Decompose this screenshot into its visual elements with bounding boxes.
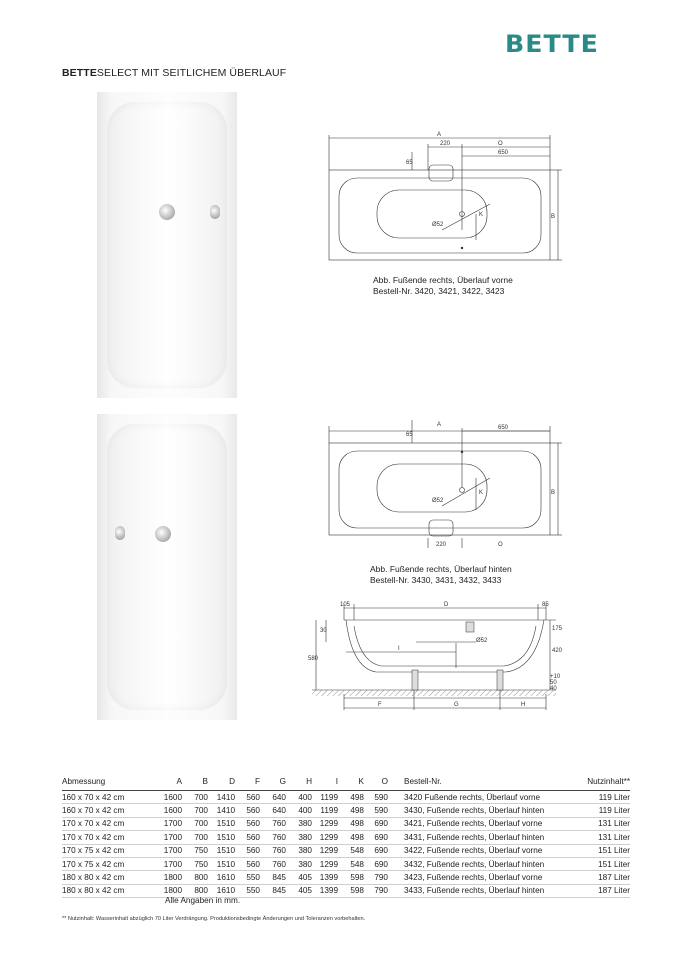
cell: 119 Liter — [569, 804, 630, 817]
cell: 700 — [182, 831, 208, 844]
dim-label-220: 220 — [440, 141, 451, 147]
col-header: F — [235, 775, 260, 791]
cell: 498 — [338, 804, 364, 817]
cell: 1510 — [208, 817, 235, 830]
cell: 1399 — [312, 884, 338, 897]
dim-label-a: A — [437, 422, 442, 428]
dim-label-b: B — [551, 490, 556, 496]
col-header: O — [364, 775, 388, 791]
cell: 380 — [286, 831, 312, 844]
table-row — [62, 804, 630, 817]
dim-label-50: 50 — [550, 680, 557, 686]
cell: 187 Liter — [569, 884, 630, 897]
cell: 131 Liter — [569, 817, 630, 830]
dim-label-o: O — [498, 542, 503, 548]
caption-line: Abb. Fußende rechts, Überlauf vorne — [373, 275, 513, 285]
cell: 1410 — [208, 804, 235, 817]
cell: 498 — [338, 817, 364, 830]
col-header: Abmessung — [62, 775, 150, 791]
cell: 1399 — [312, 871, 338, 884]
cell: 1510 — [208, 831, 235, 844]
cell: 548 — [338, 857, 364, 870]
bathtub-photo-top — [97, 92, 237, 398]
dim-label-plus10: +10 — [550, 674, 561, 680]
cell: 1510 — [208, 857, 235, 870]
col-header: K — [338, 775, 364, 791]
cell: 760 — [260, 831, 286, 844]
overflow-icon — [115, 526, 125, 540]
overflow-icon — [210, 205, 220, 219]
cell: 700 — [182, 791, 208, 804]
cell: 1610 — [208, 871, 235, 884]
title-text: SELECT MIT SEITLICHEM ÜBERLAUF — [96, 67, 287, 79]
table-row — [62, 857, 630, 870]
dim-label-30: 30 — [320, 628, 327, 634]
cell: 1199 — [312, 791, 338, 804]
col-header: I — [312, 775, 338, 791]
cell: 760 — [260, 817, 286, 830]
cell: 3432, Fußende rechts, Überlauf hinten — [388, 857, 569, 870]
middle-drawing-caption — [370, 564, 512, 586]
cell: 560 — [235, 791, 260, 804]
cell: 1600 — [150, 791, 182, 804]
cell: 1700 — [150, 857, 182, 870]
dim-label-420: 420 — [552, 648, 562, 654]
cell: 1610 — [208, 884, 235, 897]
cell: 405 — [286, 871, 312, 884]
table-row — [62, 817, 630, 830]
cell: 790 — [364, 871, 388, 884]
cell: 3433, Fußende rechts, Überlauf hinten — [388, 884, 569, 897]
dim-label-i: I — [398, 646, 400, 652]
cell: 1510 — [208, 844, 235, 857]
cell: 560 — [235, 817, 260, 830]
cell: 180 x 80 x 42 cm — [62, 884, 150, 897]
cell: 640 — [260, 791, 286, 804]
dim-label-k: K — [479, 490, 484, 496]
drain-icon — [155, 526, 171, 542]
cell: 760 — [260, 844, 286, 857]
dim-label-105: 105 — [340, 602, 351, 608]
dim-label-b: B — [551, 214, 556, 220]
cell: 548 — [338, 844, 364, 857]
col-header: Bestell-Nr. — [388, 775, 569, 791]
cell: 790 — [364, 884, 388, 897]
side-section-drawing — [306, 598, 562, 718]
cell: 180 x 80 x 42 cm — [62, 871, 150, 884]
caption-line: Bestell-Nr. 3420, 3421, 3422, 3423 — [373, 286, 505, 296]
cell: 800 — [182, 884, 208, 897]
cell: 750 — [182, 857, 208, 870]
caption-line: Abb. Fußende rechts, Überlauf hinten — [370, 564, 512, 574]
dim-label-g: G — [454, 702, 459, 708]
cell: 640 — [260, 804, 286, 817]
cell: 119 Liter — [569, 791, 630, 804]
drain-diameter-label: Ø52 — [432, 498, 444, 504]
cell: 3430, Fußende rechts, Überlauf hinten — [388, 804, 569, 817]
cell: 170 x 75 x 42 cm — [62, 857, 150, 870]
table-header-row — [62, 775, 630, 791]
dim-label-a: A — [437, 132, 442, 138]
cell: 700 — [182, 804, 208, 817]
cell: 187 Liter — [569, 871, 630, 884]
dim-label-85: 85 — [542, 602, 549, 608]
cell: 3420 Fußende rechts, Überlauf vorne — [388, 791, 569, 804]
top-view-drawing-rear-overflow — [322, 398, 562, 548]
bathtub-photo-bottom — [97, 414, 237, 720]
dim-label-40: 40 — [550, 686, 557, 692]
cell: 690 — [364, 844, 388, 857]
cell: 550 — [235, 884, 260, 897]
cell: 170 x 75 x 42 cm — [62, 844, 150, 857]
cell: 750 — [182, 844, 208, 857]
cell: 845 — [260, 884, 286, 897]
table-row — [62, 844, 630, 857]
col-header: H — [286, 775, 312, 791]
cell: 1700 — [150, 844, 182, 857]
cell: 170 x 70 x 42 cm — [62, 831, 150, 844]
cell: 560 — [235, 831, 260, 844]
cell: 3422, Fußende rechts, Überlauf vorne — [388, 844, 569, 857]
cell: 700 — [182, 817, 208, 830]
col-header: Nutzinhalt** — [569, 775, 630, 791]
dim-label-220: 220 — [436, 542, 447, 548]
cell: 550 — [235, 871, 260, 884]
cell: 498 — [338, 831, 364, 844]
cell: 560 — [235, 804, 260, 817]
dim-label-k: K — [479, 212, 484, 218]
cell: 1299 — [312, 831, 338, 844]
cell: 1199 — [312, 804, 338, 817]
cell: 3421, Fußende rechts, Überlauf vorne — [388, 817, 569, 830]
page-title — [62, 67, 286, 79]
col-header: D — [208, 775, 235, 791]
col-header: B — [182, 775, 208, 791]
table-row — [62, 884, 630, 897]
cell: 1800 — [150, 884, 182, 897]
col-header: G — [260, 775, 286, 791]
bathtub-basin — [107, 102, 227, 388]
bette-logo: BETTE — [505, 30, 599, 58]
cell: 590 — [364, 804, 388, 817]
table-row — [62, 791, 630, 804]
dimensions-table — [62, 775, 630, 898]
cell: 3423, Fußende rechts, Überlauf vorne — [388, 871, 569, 884]
cell: 690 — [364, 817, 388, 830]
cell: 560 — [235, 857, 260, 870]
dim-label-175: 175 — [552, 626, 562, 632]
cell: 590 — [364, 791, 388, 804]
caption-line: Bestell-Nr. 3430, 3431, 3432, 3433 — [370, 575, 502, 585]
cell: 1299 — [312, 857, 338, 870]
cell: 1600 — [150, 804, 182, 817]
cell: 1299 — [312, 817, 338, 830]
cell: 760 — [260, 857, 286, 870]
cell: 800 — [182, 871, 208, 884]
cell: 1700 — [150, 817, 182, 830]
title-brand: BETTE — [62, 67, 97, 79]
table-row — [62, 831, 630, 844]
cell: 598 — [338, 884, 364, 897]
cell: 380 — [286, 844, 312, 857]
top-drawing-caption — [373, 275, 513, 297]
dim-label-o: O — [498, 141, 503, 147]
cell: 170 x 70 x 42 cm — [62, 817, 150, 830]
dim-label-580: 580 — [308, 656, 319, 662]
col-header: A — [150, 775, 182, 791]
dim-label-650: 650 — [498, 425, 509, 431]
dim-label-h: H — [521, 702, 526, 708]
dim-label-65: 65 — [406, 160, 413, 166]
drain-icon — [159, 204, 175, 220]
footnote: ** Nutzinhalt: Wasserinhalt abzüglich 70 Liter Verdrängung. Produktionsbedingte Änderungen und Toleranzen vorbehalten. — [62, 916, 366, 922]
cell: 400 — [286, 791, 312, 804]
cell: 560 — [235, 844, 260, 857]
cell: 690 — [364, 857, 388, 870]
cell: 160 x 70 x 42 cm — [62, 804, 150, 817]
cell: 380 — [286, 857, 312, 870]
bathtub-basin — [107, 424, 227, 710]
cell: 151 Liter — [569, 844, 630, 857]
top-view-drawing — [322, 130, 562, 265]
cell: 1410 — [208, 791, 235, 804]
cell: 160 x 70 x 42 cm — [62, 791, 150, 804]
cell: 131 Liter — [569, 831, 630, 844]
drain-diameter-label: Ø52 — [432, 222, 444, 228]
cell: 1800 — [150, 871, 182, 884]
dim-label-650: 650 — [498, 150, 509, 156]
cell: 1700 — [150, 831, 182, 844]
cell: 498 — [338, 791, 364, 804]
units-note: Alle Angaben in mm. — [165, 896, 241, 905]
cell: 845 — [260, 871, 286, 884]
dim-label-d: D — [444, 602, 449, 608]
cell: 151 Liter — [569, 857, 630, 870]
dim-label-65: 65 — [406, 432, 413, 438]
cell: 1299 — [312, 844, 338, 857]
cell: 380 — [286, 817, 312, 830]
cell: 598 — [338, 871, 364, 884]
cell: 405 — [286, 884, 312, 897]
dim-label-f: F — [378, 702, 382, 708]
table-row — [62, 871, 630, 884]
cell: 3431, Fußende rechts, Überlauf hinten — [388, 831, 569, 844]
cell: 690 — [364, 831, 388, 844]
cell: 400 — [286, 804, 312, 817]
drain-diameter-label: Ø52 — [476, 638, 488, 644]
